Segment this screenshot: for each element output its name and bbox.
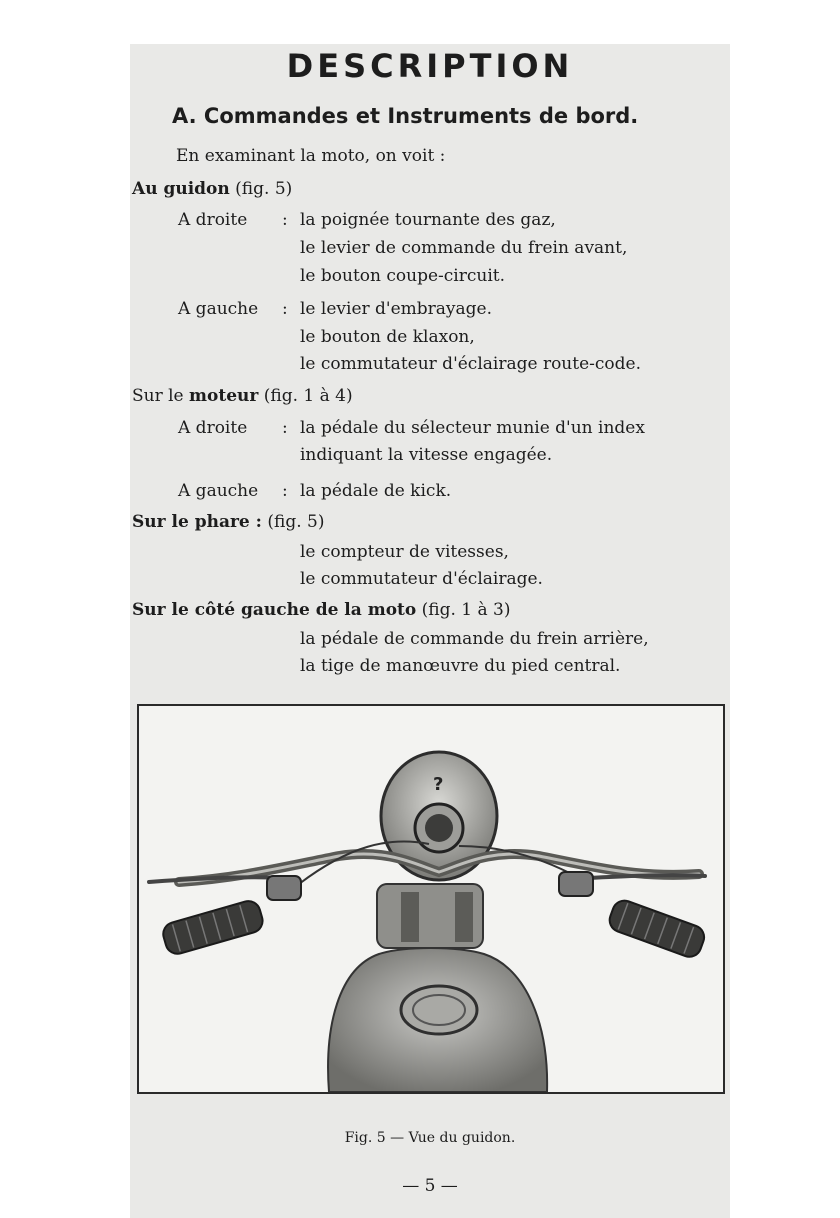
left-grip-icon	[160, 898, 265, 956]
cote-heading-ref: (fig. 1 à 3)	[416, 600, 511, 620]
guidon-left-colon: :	[282, 299, 288, 319]
page-heading: DESCRIPTION	[286, 47, 574, 85]
guidon-right-item-1: la poignée tournante des gaz,	[300, 210, 556, 230]
phare-heading-bold: Sur le phare :	[132, 512, 262, 532]
guidon-right-item-2: le levier de commande du frein avant,	[300, 238, 628, 258]
cote-heading-bold: Sur le côté gauche de la moto	[132, 600, 417, 620]
moteur-left-item-1: la pédale de kick.	[300, 481, 452, 501]
guidon-left-item-2: le bouton de klaxon,	[300, 327, 475, 347]
moteur-left-colon: :	[282, 481, 288, 501]
cote-item-1: la pédale de commande du frein arrière,	[300, 629, 649, 649]
moteur-right-label: A droite	[178, 418, 248, 438]
section-guidon-heading	[132, 177, 292, 201]
handlebar-illustration	[139, 706, 723, 1092]
moteur-heading-bold: moteur	[189, 386, 259, 406]
kill-switch-icon	[559, 872, 593, 896]
moteur-left-label: A gauche	[178, 481, 259, 501]
guidon-right-item-3: le bouton coupe-circuit.	[300, 266, 506, 286]
guidon-right-colon: :	[282, 210, 288, 230]
intro-text: En examinant la moto, on voit :	[176, 146, 446, 166]
cote-item-2: la tige de manœuvre du pied central.	[300, 656, 621, 676]
phare-heading-ref: (fig. 5)	[261, 512, 325, 532]
moteur-right-item-1: la pédale du sélecteur munie d'un index	[300, 418, 645, 438]
guidon-right-label: A droite	[178, 210, 248, 230]
moteur-right-item-2: indiquant la vitesse engagée.	[300, 445, 553, 465]
guidon-heading-bold: Au guidon	[132, 179, 230, 199]
section-moteur-heading	[132, 384, 353, 408]
guidon-left-item-1: le levier d'embrayage.	[300, 299, 492, 319]
moteur-heading-pre: Sur le	[132, 386, 190, 406]
guidon-left-label: A gauche	[178, 299, 259, 319]
figure-caption: Fig. 5 — Vue du guidon.	[344, 1130, 516, 1146]
phare-item-2: le commutateur d'éclairage.	[300, 569, 543, 589]
page-number: — 5 —	[402, 1176, 458, 1196]
guidon-left-item-3: le commutateur d'éclairage route-code.	[300, 354, 641, 374]
handlebar-figure	[137, 704, 725, 1094]
lamp-switch-icon: ?	[433, 774, 444, 795]
throttle-grip-icon	[606, 897, 707, 960]
section-title: A. Commandes et Instruments de bord.	[172, 104, 639, 128]
section-phare-heading	[132, 510, 324, 534]
horn-button-icon	[267, 876, 301, 900]
moteur-heading-ref: (fig. 1 à 4)	[258, 386, 353, 406]
moteur-right-colon: :	[282, 418, 288, 438]
guidon-heading-ref: (fig. 5)	[229, 179, 293, 199]
section-cote-heading	[132, 598, 511, 622]
phare-item-1: le compteur de vitesses,	[300, 542, 509, 562]
